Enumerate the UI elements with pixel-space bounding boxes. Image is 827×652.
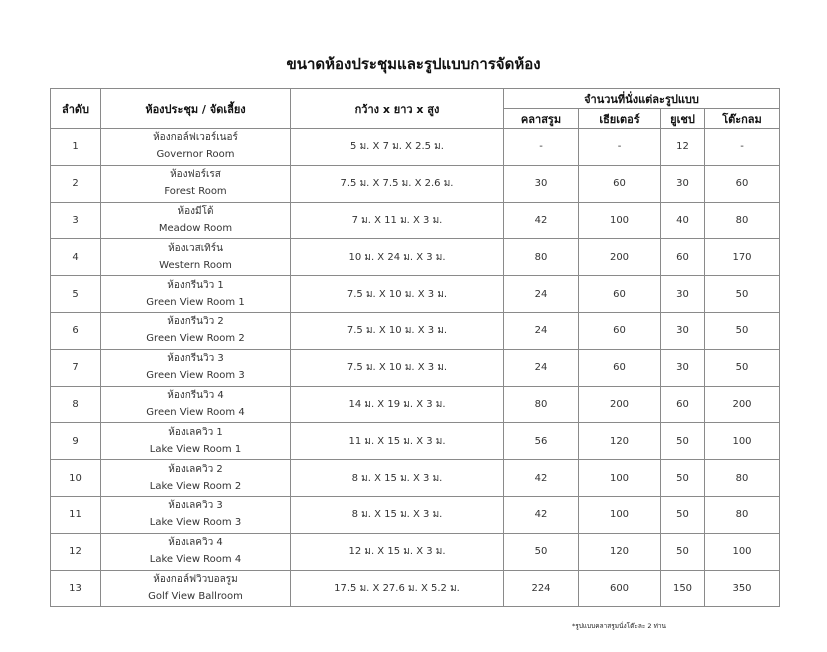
cell-theater: - [579, 129, 661, 166]
cell-classroom: 24 [504, 349, 579, 386]
table-row [51, 460, 780, 497]
header-row [51, 89, 780, 109]
table-row [51, 312, 780, 349]
cell-theater: 60 [579, 165, 661, 202]
page-title: ขนาดห้องประชุมและรูปแบบการจัดห้อง [286, 55, 541, 73]
cell-theater: 120 [579, 533, 661, 570]
cell-no: 5 [51, 276, 101, 313]
cell-room-name [101, 533, 291, 570]
table-row [51, 570, 780, 607]
cell-round-table: 80 [705, 202, 780, 239]
cell-theater: 60 [579, 349, 661, 386]
cell-room-name [101, 496, 291, 533]
room-name-english: Lake View Room 3 [149, 517, 242, 529]
cell-ushape: 30 [661, 165, 705, 202]
cell-round-table: 80 [705, 496, 780, 533]
cell-ushape: 60 [661, 239, 705, 276]
cell-ushape: 12 [661, 129, 705, 166]
cell-round-table: 80 [705, 460, 780, 497]
cell-round-table: 200 [705, 386, 780, 423]
cell-ushape: 50 [661, 533, 705, 570]
cell-classroom: 42 [504, 202, 579, 239]
cell-round-table: 170 [705, 239, 780, 276]
cell-classroom: 56 [504, 423, 579, 460]
cell-dimensions: 11 ม. X 15 ม. X 3 ม. [291, 423, 504, 460]
room-name-english: Golf View Ballroom [148, 590, 243, 602]
cell-ushape: 50 [661, 460, 705, 497]
room-name-english: Green View Room 4 [146, 406, 245, 418]
cell-classroom: 80 [504, 239, 579, 276]
cell-ushape: 50 [661, 496, 705, 533]
cell-no: 9 [51, 423, 101, 460]
cell-theater: 100 [579, 460, 661, 497]
cell-no: 7 [51, 349, 101, 386]
cell-no: 11 [51, 496, 101, 533]
cell-no: 8 [51, 386, 101, 423]
cell-ushape: 30 [661, 312, 705, 349]
room-name-english: Forest Room [164, 186, 227, 198]
header-theater: เธียเตอร์ [579, 109, 661, 129]
cell-ushape: 60 [661, 386, 705, 423]
cell-room-name [101, 165, 291, 202]
table-row [51, 276, 780, 313]
room-name-english: Lake View Room 4 [149, 554, 242, 566]
room-name-english: Green View Room 3 [146, 370, 245, 382]
table-row [51, 239, 780, 276]
room-name-english: Green View Room 2 [146, 333, 245, 345]
room-name-thai: ห้องเวสเทิร์น [168, 242, 223, 254]
cell-room-name [101, 312, 291, 349]
cell-no: 2 [51, 165, 101, 202]
header-room: ห้องประชุม / จัดเลี้ยง [101, 89, 291, 129]
cell-dimensions: 7 ม. X 11 ม. X 3 ม. [291, 202, 504, 239]
cell-round-table: 60 [705, 165, 780, 202]
header-classroom: คลาสรูม [504, 109, 579, 129]
room-name-thai: ห้องกรีนวิว 4 [167, 389, 224, 401]
cell-no: 12 [51, 533, 101, 570]
cell-round-table: 350 [705, 570, 780, 607]
room-name-thai: ห้องเลควิว 4 [168, 537, 223, 549]
cell-dimensions: 7.5 ม. X 10 ม. X 3 ม. [291, 276, 504, 313]
cell-room-name [101, 129, 291, 166]
table-row [51, 349, 780, 386]
table-row [51, 129, 780, 166]
cell-dimensions: 7.5 ม. X 10 ม. X 3 ม. [291, 312, 504, 349]
cell-ushape: 30 [661, 349, 705, 386]
cell-ushape: 30 [661, 276, 705, 313]
cell-theater: 120 [579, 423, 661, 460]
room-name-thai: ห้องกอล์ฟเวอร์เนอร์ [153, 132, 238, 144]
cell-round-table: 50 [705, 276, 780, 313]
cell-dimensions: 10 ม. X 24 ม. X 3 ม. [291, 239, 504, 276]
cell-room-name [101, 423, 291, 460]
cell-room-name [101, 202, 291, 239]
room-name-thai: ห้องฟอร์เรส [170, 169, 221, 181]
cell-classroom: 24 [504, 312, 579, 349]
room-name-english: Green View Room 1 [146, 296, 245, 308]
cell-dimensions: 14 ม. X 19 ม. X 3 ม. [291, 386, 504, 423]
cell-dimensions: 17.5 ม. X 27.6 ม. X 5.2 ม. [291, 570, 504, 607]
cell-room-name [101, 239, 291, 276]
header-ushape: ยูเชป [661, 109, 705, 129]
cell-ushape: 50 [661, 423, 705, 460]
room-name-thai: ห้องกรีนวิว 3 [167, 353, 224, 365]
cell-no: 3 [51, 202, 101, 239]
cell-dimensions: 12 ม. X 15 ม. X 3 ม. [291, 533, 504, 570]
cell-dimensions: 7.5 ม. X 10 ม. X 3 ม. [291, 349, 504, 386]
table-row [51, 202, 780, 239]
room-name-english: Governor Room [156, 149, 235, 161]
cell-no: 10 [51, 460, 101, 497]
cell-dimensions: 5 ม. X 7 ม. X 2.5 ม. [291, 129, 504, 166]
cell-round-table: 50 [705, 312, 780, 349]
cell-theater: 200 [579, 239, 661, 276]
table-row [51, 423, 780, 460]
cell-no: 1 [51, 129, 101, 166]
cell-theater: 60 [579, 276, 661, 313]
table-body [51, 129, 780, 607]
cell-classroom: 50 [504, 533, 579, 570]
cell-theater: 100 [579, 202, 661, 239]
cell-theater: 60 [579, 312, 661, 349]
header-no: ลำดับ [51, 89, 101, 129]
table-row [51, 496, 780, 533]
room-name-thai: ห้องเลควิว 1 [168, 426, 223, 438]
room-name-thai: ห้องมีโด้ [177, 205, 214, 217]
cell-classroom: 80 [504, 386, 579, 423]
cell-classroom: - [504, 129, 579, 166]
header-dimensions: กว้าง x ยาว x สูง [291, 89, 504, 129]
cell-room-name [101, 460, 291, 497]
cell-no: 6 [51, 312, 101, 349]
cell-room-name [101, 349, 291, 386]
cell-theater: 200 [579, 386, 661, 423]
cell-classroom: 224 [504, 570, 579, 607]
cell-dimensions: 7.5 ม. X 7.5 ม. X 2.6 ม. [291, 165, 504, 202]
header-round-table: โต๊ะกลม [705, 109, 780, 129]
room-name-english: Meadow Room [158, 222, 233, 234]
cell-round-table: 100 [705, 423, 780, 460]
cell-theater: 600 [579, 570, 661, 607]
cell-round-table: 100 [705, 533, 780, 570]
table-row [51, 386, 780, 423]
room-name-thai: ห้องกรีนวิว 1 [167, 279, 224, 291]
room-name-thai: ห้องกรีนวิว 2 [167, 316, 224, 328]
cell-ushape: 150 [661, 570, 705, 607]
room-name-english: Lake View Room 1 [149, 443, 242, 455]
cell-theater: 100 [579, 496, 661, 533]
meeting-rooms-table [50, 88, 780, 607]
room-name-thai: ห้องเลควิว 2 [168, 463, 223, 475]
cell-no: 4 [51, 239, 101, 276]
cell-no: 13 [51, 570, 101, 607]
cell-classroom: 42 [504, 496, 579, 533]
footnote: *รูปแบบคลาสรูมนั่งโต๊ะละ 2 ท่าน [572, 622, 666, 630]
table-row [51, 533, 780, 570]
table-row [51, 165, 780, 202]
cell-dimensions: 8 ม. X 15 ม. X 3 ม. [291, 460, 504, 497]
cell-round-table: - [705, 129, 780, 166]
room-name-thai: ห้องเลควิว 3 [168, 500, 223, 512]
cell-room-name [101, 570, 291, 607]
room-name-english: Lake View Room 2 [149, 480, 242, 492]
room-name-thai: ห้องกอล์ฟวิวบอลรูม [153, 573, 238, 585]
cell-classroom: 42 [504, 460, 579, 497]
cell-ushape: 40 [661, 202, 705, 239]
cell-classroom: 24 [504, 276, 579, 313]
cell-round-table: 50 [705, 349, 780, 386]
cell-classroom: 30 [504, 165, 579, 202]
header-capacity-group: จำนวนที่นั่งแต่ละรูปแบบ [504, 89, 780, 109]
cell-dimensions: 8 ม. X 15 ม. X 3 ม. [291, 496, 504, 533]
cell-room-name [101, 386, 291, 423]
room-name-english: Western Room [159, 259, 232, 271]
cell-room-name [101, 276, 291, 313]
